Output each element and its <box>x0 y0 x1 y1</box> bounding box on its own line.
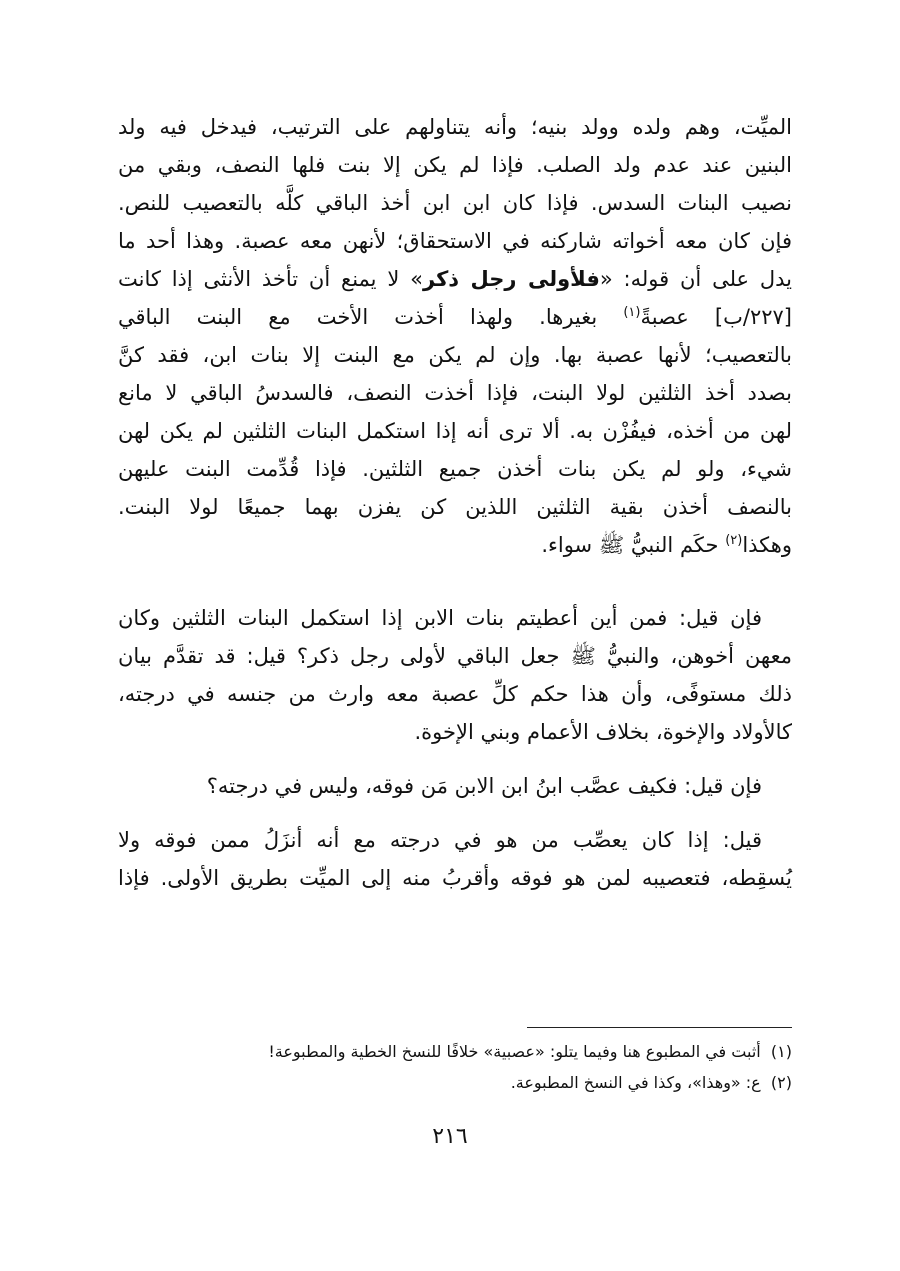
paragraph-2 <box>118 599 792 751</box>
text-line: البنين عند عدم ولد الصلب. فإذا لم يكن إلا بنت فلها النصف، وبقي من <box>118 153 792 177</box>
page-number: ٢١٦ <box>432 1124 468 1149</box>
footnote-text: ع: «وهذا»، وكذا في النسخ المطبوعة. <box>510 1073 761 1092</box>
text-line <box>118 260 792 298</box>
text-line <box>118 298 792 336</box>
text-segment: [٢٢٧/ب] عصبةً <box>640 305 792 329</box>
text-segment: يدل على أن قوله: « <box>599 267 793 291</box>
spacer <box>118 805 792 821</box>
text-line: بصدد أخذ الثلثين لولا البنت، فإذا أخذت النصف، فالسدسُ الباقي لا مانع <box>118 381 792 405</box>
text-segment: بغيرها. ولهذا أخذت الأخت مع البنت الباقي <box>118 305 624 329</box>
text-segment: وهكذا <box>742 533 792 557</box>
text-segment: حكَم النبيُّ ﷺ سواء. <box>541 533 726 557</box>
footnote-1 <box>268 1037 792 1067</box>
spacer <box>118 751 792 767</box>
text-line: معهن أخوهن، والنبيُّ ﷺ جعل الباقي لأولى رجل ذكر؟ قيل: قد تقدَّم بيان <box>118 644 792 668</box>
text-line: قيل: إذا كان يعصِّب من هو في درجته مع أنه أنزَلُ ممن فوقه ولا <box>118 828 762 852</box>
footnote-ref-2[interactable]: (٢) <box>725 533 743 548</box>
footnote-mark: (٢) <box>770 1073 792 1092</box>
paragraph-1 <box>118 108 792 564</box>
footnote-ref-1[interactable]: (١) <box>623 305 641 320</box>
footnote-text: أثبت في المطبوع هنا وفيما يتلو: «عصبية» خلافًا للنسخ الخطية والمطبوعة! <box>268 1042 761 1061</box>
hadith-quote: فلأولى رجل ذكر <box>423 267 600 291</box>
text-line <box>118 526 792 564</box>
text-line: الميِّت، وهم ولده وولد بنيه؛ وأنه يتناولهم على الترتيب، فيدخل فيه ولد <box>118 115 792 139</box>
paragraph-3: فإن قيل: فكيف عصَّب ابنُ ابن الابن مَن فوقه، وليس في درجته؟ <box>206 774 762 798</box>
paragraph-4 <box>118 821 792 897</box>
text-line: لهن من أخذه، فيفُزْن به. ألا ترى أنه إذا استكمل البنات الثلثين لم يكن لهن <box>118 419 792 443</box>
text-line: شيء، ولو لم يكن بنات أخذن جميع الثلثين. فإذا قُدِّمت البنت عليهن <box>118 457 792 481</box>
text-line: فإن كان معه أخواته شاركنه في الاستحقاق؛ لأنهن معه عصبة. وهذا أحد ما <box>118 229 792 253</box>
text-segment: » لا يمنع أن تأخذ الأنثى إذا كانت <box>118 267 424 291</box>
text-line: نصيب البنات السدس. فإذا كان ابن ابن أخذ الباقي كلَّه بالتعصيب للنص. <box>118 191 792 215</box>
footnote-2 <box>511 1068 792 1098</box>
text-line: يُسقِطه، فتعصيبه لمن هو فوقه وأقربُ منه إلى الميِّت بطريق الأولى. فإذا <box>118 866 792 890</box>
main-text <box>118 108 792 897</box>
text-line: كالأولاد والإخوة، بخلاف الأعمام وبني الإخوة. <box>414 720 792 744</box>
footnote-divider <box>527 1027 792 1028</box>
text-line: بالنصف أخذن بقية الثلثين اللذين كن يفزن بهما جميعًا لولا البنت. <box>118 495 792 519</box>
text-line: ذلك مستوفًى، وأن هذا حكم كلِّ عصبة معه وارث من جنسه في درجته، <box>118 682 792 706</box>
text-line: فإن قيل: فمن أين أعطيتم بنات الابن إذا استكمل البنات الثلثين وكان <box>118 606 762 630</box>
footnote-mark: (١) <box>770 1042 792 1061</box>
spacer <box>118 564 792 599</box>
text-line: بالتعصيب؛ لأنها عصبة بها. وإن لم يكن مع البنت إلا بنات ابن، فقد كنَّ <box>118 343 792 367</box>
